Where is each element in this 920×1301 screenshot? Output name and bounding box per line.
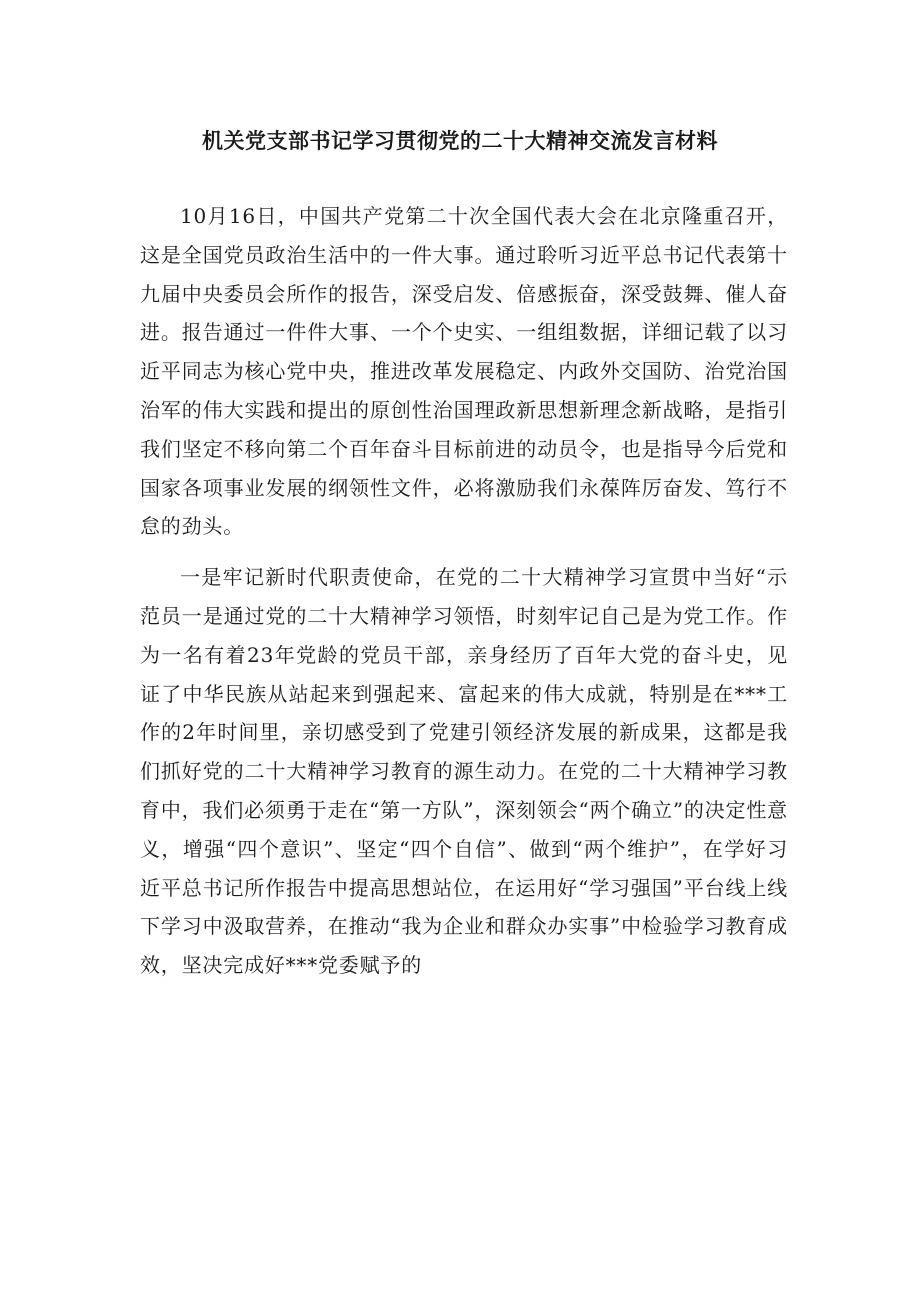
paragraph-intro: 10月16日，中国共产党第二十次全国代表大会在北京隆重召开，这是全国党员政治生活中的一件大事。通过聆听习近平总书记代表第十九届中央委员会所作的报告，深受启发、倍感振奋，深受鼓舞、催人奋进。报告通过一件件大事、一个个史实、一组组数据，详细记载了以习近平同志为核心党中央，推进改革发展稳定、内政外交国防、治党治国治军的伟大实践和提出的原创性治国理政新思想新理念新战略，是指引我们坚定不移向第二个百年奋斗目标前进的动员令，也是指导今后党和国家各项事业发展的纲领性文件，必将激励我们永葆阵厉奋发、笃行不怠的劲头。 [140,204,788,539]
paragraph-point-one: 一是牢记新时代职责使命，在党的二十大精神学习宣贯中当好“示范员一是通过党的二十大精神学习领悟，时刻牢记自己是为党工作。作为一名有着23年党龄的党员干部，亲身经历了百年大党的奋斗史，见证了中华民族从站起来到强起来、富起来的伟大成就，特别是在***工作的2年时间里，亲切感受到了党建引领经济发展的新成果，这都是我们抓好党的二十大精神学习教育的源生动力。在党的二十大精神学习教育中，我们必须勇于走在“第一方队”，深刻领会“两个确立”的决定性意义，增强“四个意识”、坚定“四个自信”、做到“两个维护”，在学好习近平总书记所作报告中提高思想站位，在运用好“学习强国”平台线上线下学习中汲取营养，在推动“我为企业和群众办实事”中检验学习教育成效，坚决完成好***党委赋予的 [140,565,788,978]
document-body [140,197,788,985]
document-title: 机关党支部书记学习贯彻党的二十大精神交流发言材料 [202,129,718,153]
